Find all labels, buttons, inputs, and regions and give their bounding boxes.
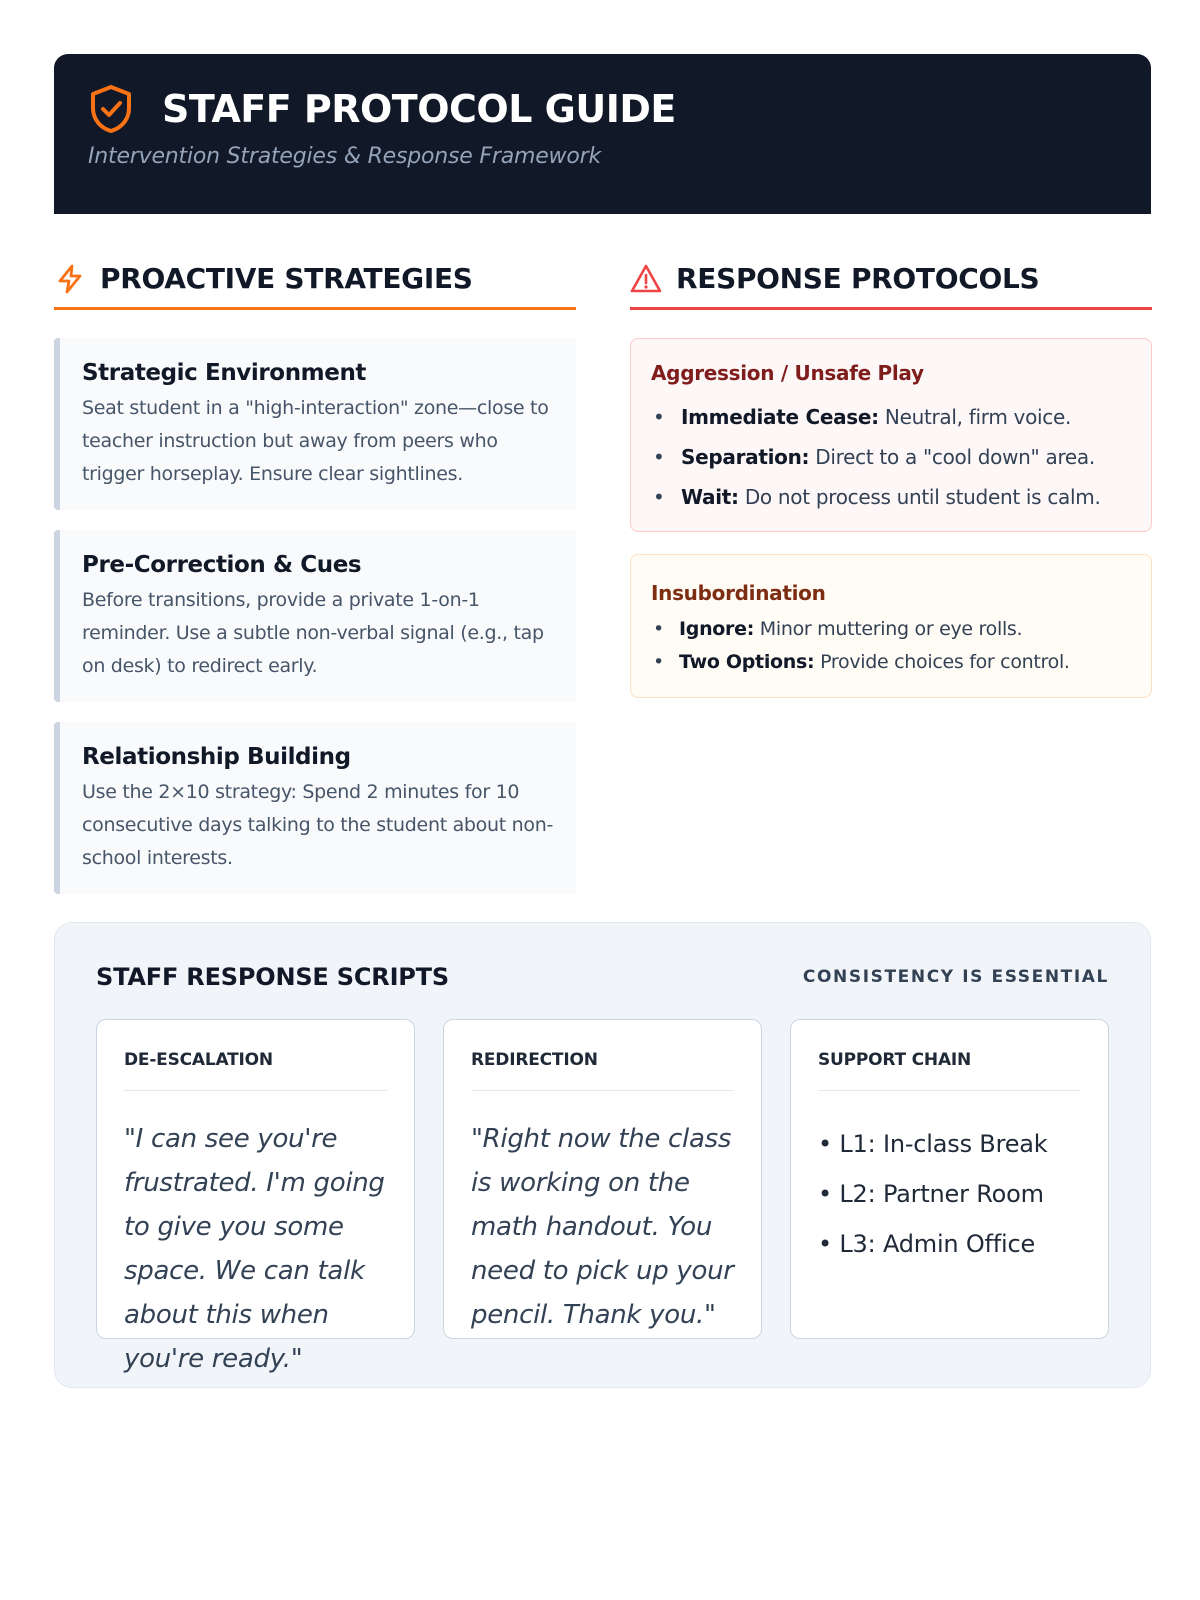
list-item: • L1: In-class Break (818, 1119, 1081, 1169)
protocol-title: Insubordination (651, 581, 826, 605)
support-chain-list (818, 1119, 1081, 1269)
header-row (88, 84, 1117, 134)
list-item: • L2: Partner Room (818, 1169, 1081, 1219)
protocol-title: Aggression / Unsafe Play (651, 361, 924, 385)
response-column (630, 260, 1152, 698)
proactive-column (54, 260, 576, 894)
protocol-list (651, 613, 1131, 679)
script-cards (96, 1019, 1109, 1374)
strategy-body: Before transitions, provide a private 1-on-1 reminder. Use a subtle non-verbal signal (e.g., tap on desk) to redirect early. (82, 589, 544, 677)
list-item: • Wait: Do not process until student is calm. (651, 477, 1131, 517)
aggression-protocol-card (630, 338, 1152, 532)
list-item: • Ignore: Minor muttering or eye rolls. (651, 613, 1131, 646)
scripts-note: CONSISTENCY IS ESSENTIAL (802, 967, 1109, 987)
card-quote: "Right now the class is working on the math handout. You need to pick up your pencil. Thank you." (471, 1124, 734, 1330)
strategy-card (54, 338, 576, 510)
page-title: STAFF PROTOCOL GUIDE (162, 87, 676, 131)
response-section-header (630, 260, 1152, 310)
script-card-redirection (443, 1019, 762, 1339)
lightning-icon (54, 263, 86, 295)
staff-scripts-panel (54, 922, 1151, 1388)
strategy-title: Pre-Correction & Cues (82, 552, 362, 578)
strategy-card (54, 722, 576, 894)
strategy-title: Relationship Building (82, 744, 351, 770)
card-quote: "I can see you're frustrated. I'm going to give you some space. We can talk about this when you're ready." (124, 1124, 385, 1374)
proactive-section-title: PROACTIVE STRATEGIES (100, 262, 473, 295)
list-item: • Separation: Direct to a "cool down" area. (651, 437, 1131, 477)
protocol-list (651, 397, 1131, 517)
strategy-card (54, 530, 576, 702)
script-card-support-chain (790, 1019, 1109, 1339)
list-item: • Immediate Cease: Neutral, firm voice. (651, 397, 1131, 437)
list-item: • Two Options: Provide choices for control. (651, 646, 1131, 679)
response-section-title: RESPONSE PROTOCOLS (676, 262, 1040, 295)
header-banner (54, 54, 1151, 214)
strategy-body: Seat student in a "high-interaction" zone—close to teacher instruction but away from peers who trigger horseplay. Ensure clear sightlines. (82, 397, 549, 485)
warning-triangle-icon (630, 263, 662, 295)
list-item: • L3: Admin Office (818, 1219, 1081, 1269)
strategy-title: Strategic Environment (82, 360, 367, 386)
scripts-header (96, 963, 1109, 991)
card-label: SUPPORT CHAIN (818, 1050, 1081, 1091)
insubordination-protocol-card (630, 554, 1152, 698)
shield-check-icon (88, 84, 134, 134)
strategy-body: Use the 2×10 strategy: Spend 2 minutes for 10 consecutive days talking to the student about non-school interests. (82, 781, 554, 869)
scripts-title: STAFF RESPONSE SCRIPTS (96, 963, 449, 991)
card-label: DE-ESCALATION (124, 1050, 387, 1091)
script-card-de-escalation (96, 1019, 415, 1374)
card-label: REDIRECTION (471, 1050, 734, 1091)
page-subtitle: Intervention Strategies & Response Framework (88, 144, 601, 169)
proactive-section-header (54, 260, 576, 310)
